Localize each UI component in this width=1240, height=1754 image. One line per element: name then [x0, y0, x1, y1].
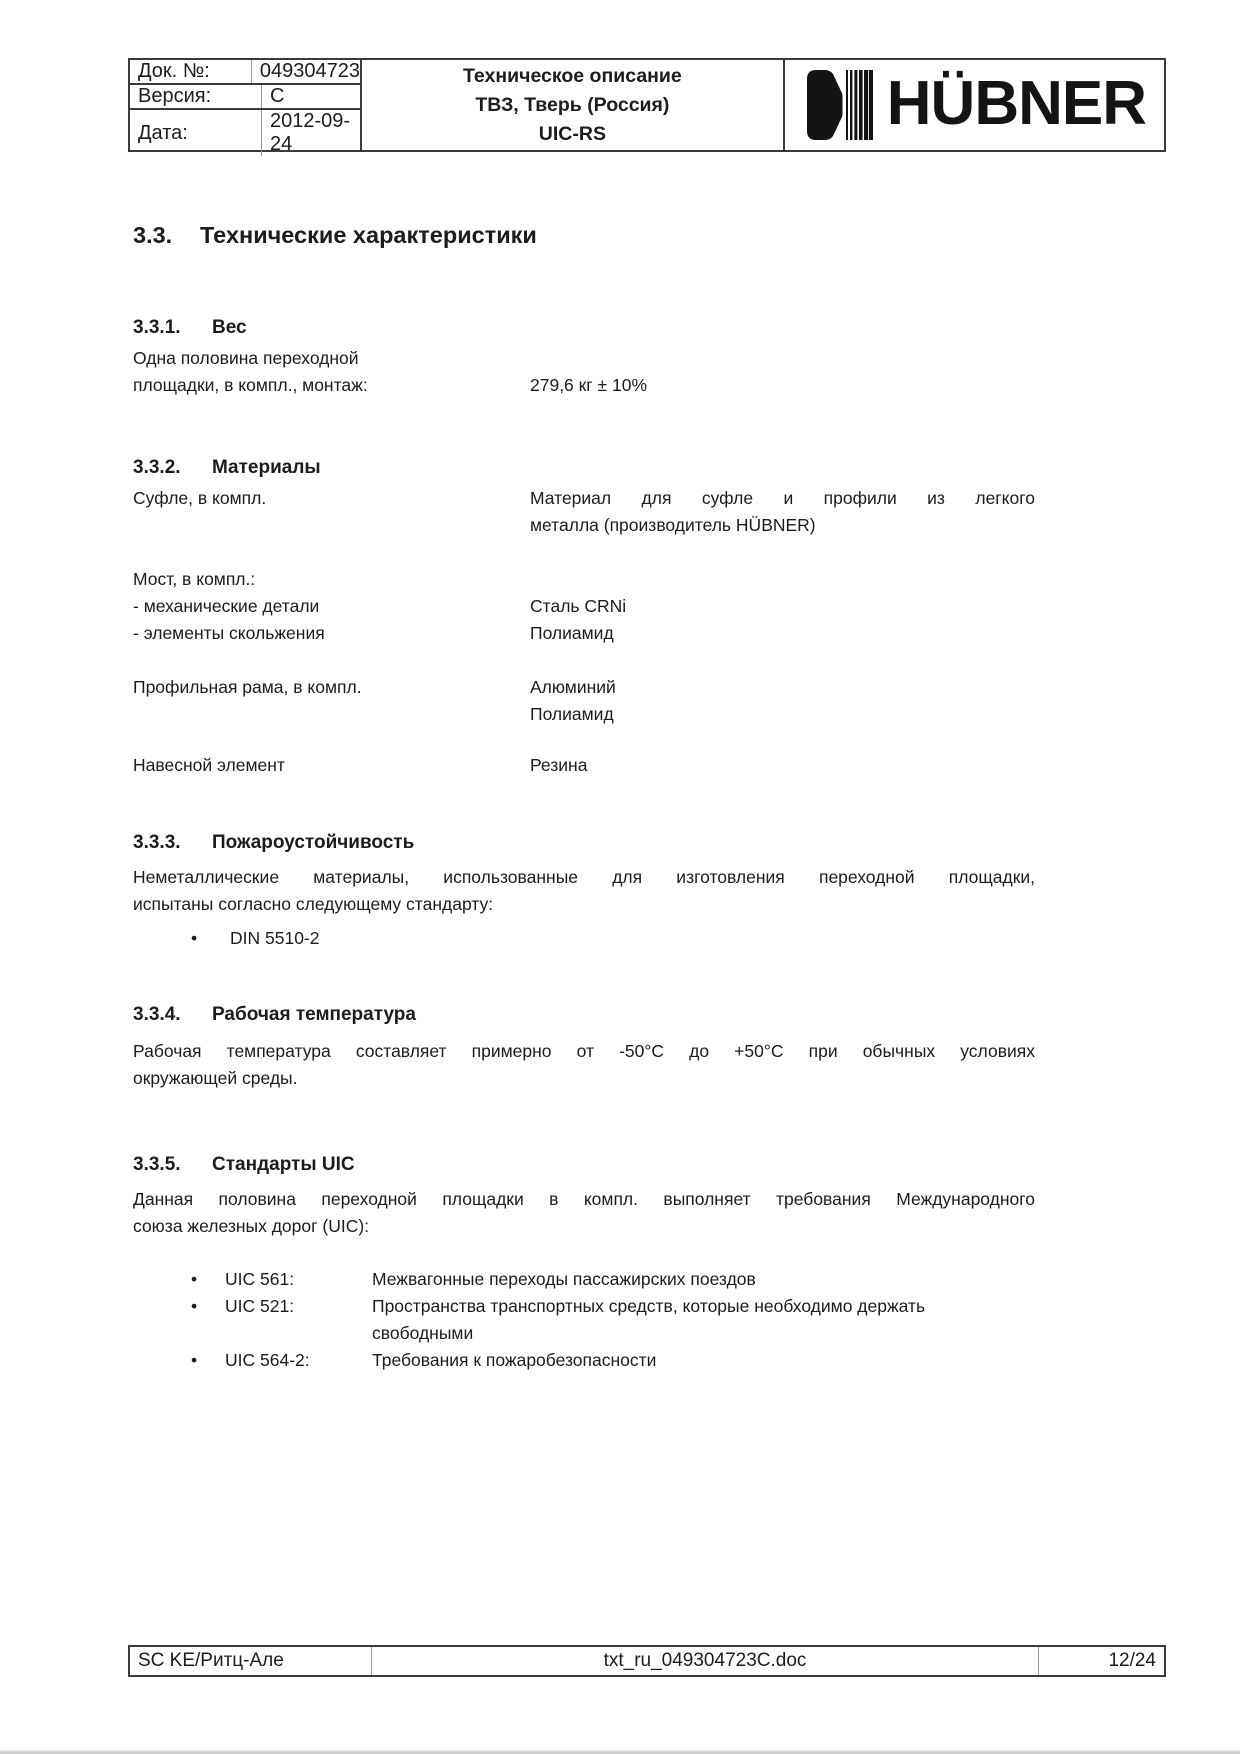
doc-info-table — [128, 58, 362, 155]
doc-version-value: C — [270, 85, 285, 107]
spec-label: Мост, в компл.: — [133, 569, 256, 589]
section-title: Стандарты UIC — [212, 1154, 355, 1175]
paragraph: Данная половина переходной площадки в компл. выполняет требования Международного союза железных дорог (UIC): — [133, 1189, 1035, 1236]
section-number: 3.3. — [133, 222, 173, 248]
spec-value: Полиамид — [530, 623, 614, 643]
list-item — [133, 925, 1035, 952]
uic-code: UIC 521: — [225, 1296, 295, 1316]
spec-label: Навесной элемент — [133, 755, 285, 775]
section-title: Технические характеристики — [200, 222, 537, 248]
uic-code: UIC 564-2: — [225, 1350, 310, 1370]
section-number: 3.3.5. — [133, 1154, 181, 1175]
material-spec-row — [133, 752, 1035, 779]
bullet-icon: • — [191, 1350, 198, 1370]
section-heading-3-3-5 — [133, 1152, 1035, 1178]
uic-description: Пространства транспортных средств, которые необходимо держать свободными — [372, 1296, 926, 1343]
doc-number-label: Док. №: — [130, 60, 252, 83]
uic-description: Межвагонные переходы пассажирских поездов — [372, 1269, 756, 1289]
section-number: 3.3.1. — [133, 317, 181, 338]
table-row — [130, 110, 360, 156]
section-heading-3-3-2 — [133, 455, 1035, 481]
paragraph: Неметаллические материалы, использованные для изготовления переходной площадки, испытаны согласно следующему стандарту: — [133, 867, 1035, 914]
material-spec-row — [133, 485, 1035, 539]
footer-filename: txt_ru_049304723C.doc — [372, 1647, 1039, 1675]
bullet-icon: • — [191, 1269, 198, 1289]
spec-label: Одна половина переходной площадки, в компл., монтаж: — [133, 348, 368, 395]
footer-author: SC KE/Ритц-Але — [130, 1647, 372, 1675]
footer-page-number: 12/24 — [1108, 1650, 1156, 1671]
doc-number-value: 049304723 — [259, 60, 360, 82]
spec-label: - механические детали — [133, 596, 320, 616]
uic-standards-list — [133, 1266, 1035, 1374]
standard-name: DIN 5510-2 — [230, 928, 320, 948]
material-spec-row — [133, 566, 1035, 593]
page-footer — [128, 1645, 1166, 1677]
material-spec-row — [133, 593, 1035, 620]
table-row — [130, 60, 360, 85]
weight-spec-row — [133, 345, 1035, 399]
table-row — [130, 85, 360, 110]
spec-value: 279,6 кг ± 10% — [530, 345, 1035, 399]
hubner-bellows-icon — [807, 70, 873, 140]
spec-value: Материал для суфле и профили из легкого металла (производитель HÜBNER) — [530, 488, 1035, 535]
list-item — [133, 1347, 1035, 1374]
doc-date-label: Дата: — [130, 110, 262, 156]
document-subtitle: ТВЗ, Тверь (Россия) — [475, 93, 670, 116]
doc-date-value: 2012-09-24 — [270, 110, 351, 155]
section-title: Пожароустойчивость — [212, 832, 415, 853]
doc-version-label: Версия: — [130, 85, 262, 108]
document-title: Техническое описание — [462, 64, 682, 87]
list-item — [133, 1266, 1035, 1293]
page-header — [128, 58, 1166, 155]
section-title: Рабочая температура — [212, 1004, 416, 1025]
section-number: 3.3.3. — [133, 832, 181, 853]
section-heading-3-3 — [133, 220, 1035, 250]
document-title-block — [362, 58, 785, 152]
material-spec-row — [133, 674, 1035, 728]
section-number: 3.3.2. — [133, 457, 181, 478]
logo-area — [785, 58, 1166, 152]
document-body — [133, 220, 1035, 1374]
section-heading-3-3-4 — [133, 1002, 1035, 1028]
hubner-logo-text: HÜBNER — [886, 69, 1146, 138]
uic-description: Требования к пожаробезопасности — [372, 1350, 657, 1370]
list-item — [133, 1293, 1035, 1347]
spec-label: Профильная рама, в компл. — [133, 677, 362, 697]
paragraph: Рабочая температура составляет примерно от -50°C до +50°C при обычных условиях окружающей среды. — [133, 1041, 1035, 1088]
section-title: Материалы — [212, 457, 321, 478]
spec-label: - элементы скольжения — [133, 623, 325, 643]
section-heading-3-3-3 — [133, 830, 1035, 856]
spec-value: Сталь CRNi — [530, 596, 627, 616]
material-spec-row — [133, 620, 1035, 647]
document-product: UIC-RS — [538, 122, 606, 145]
spec-value: Алюминий Полиамид — [530, 677, 616, 724]
section-number: 3.3.4. — [133, 1004, 181, 1025]
bullet-icon: • — [191, 928, 198, 948]
spec-value: Резина — [530, 755, 588, 775]
section-heading-3-3-1 — [133, 315, 1035, 341]
page-bottom-edge — [0, 1750, 1240, 1754]
bullet-icon: • — [191, 1296, 198, 1316]
section-title: Вес — [212, 317, 247, 338]
spacer — [530, 345, 1035, 372]
uic-code: UIC 561: — [225, 1269, 295, 1289]
spec-label: Суфле, в компл. — [133, 488, 267, 508]
spec-value — [530, 566, 1035, 593]
